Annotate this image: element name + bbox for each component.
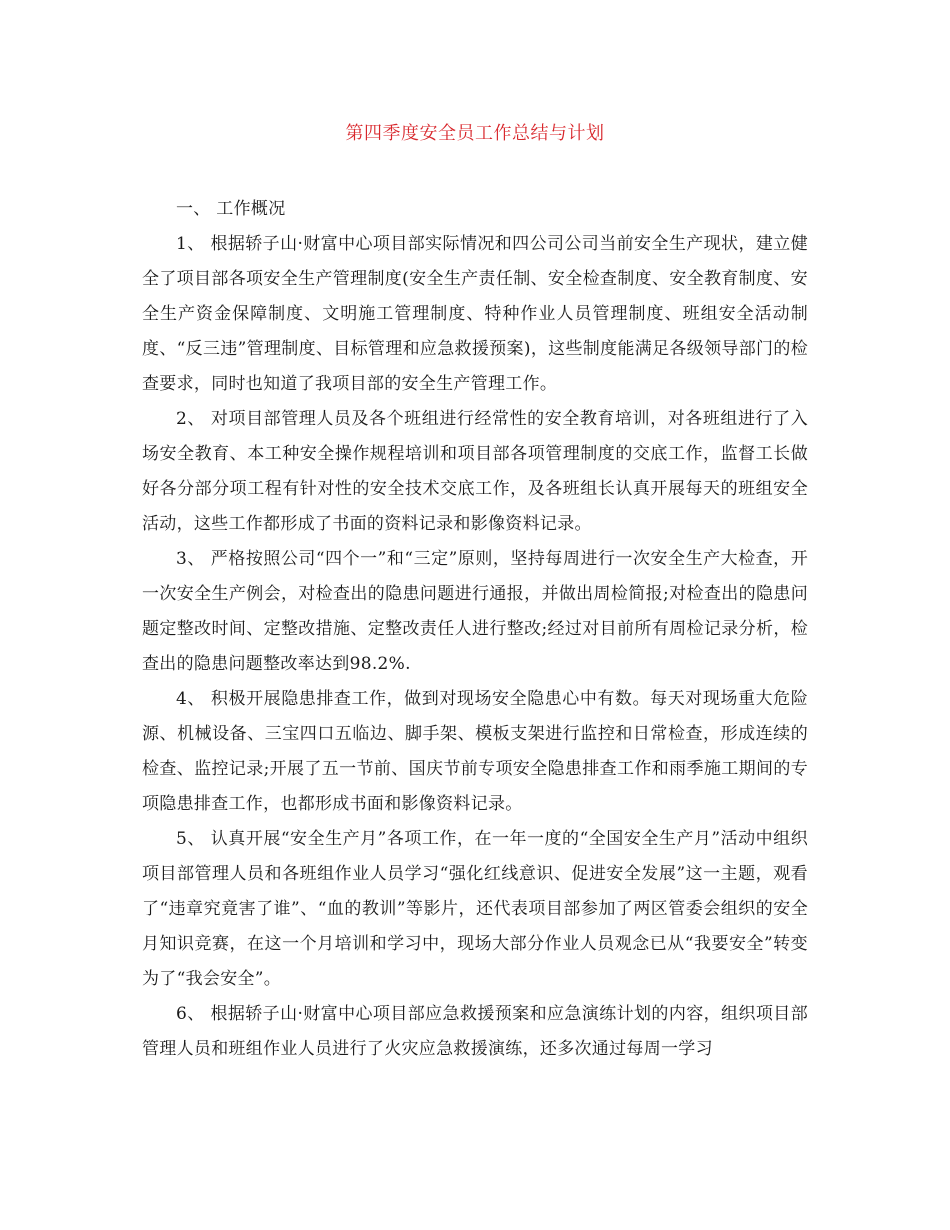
document-body (142, 192, 808, 1067)
paragraph-3: 3、 严格按照公司“四个一”和“三定”原则，坚持每周进行一次安全生产大检查，开一次安全生产例会，对检查出的隐患问题进行通报，并做出周检简报;对检查出的隐患问题定整改时间、定整改措施、定整改责任人进行整改;经过对目前所有周检记录分析，检查出的隐患问题整改率达到98.2%. (142, 549, 808, 674)
paragraph-1: 1、 根据轿子山·财富中心项目部实际情况和四公司公司当前安全生产现状，建立健全了项目部各项安全生产管理制度(安全生产责任制、安全检查制度、安全教育制度、安全生产资金保障制度、文明施工管理制度、特种作业人员管理制度、班组安全活动制度、“反三违”管理制度、目标管理和应急救援预案)，这些制度能满足各级领导部门的检查要求，同时也知道了我项目部的安全生产管理工作。 (142, 234, 808, 394)
document-title: 第四季度安全员工作总结与计划 (345, 123, 605, 144)
paragraph-2: 2、 对项目部管理人员及各个班组进行经常性的安全教育培训，对各班组进行了入场安全教育、本工种安全操作规程培训和项目部各项管理制度的交底工作，监督工长做好各分部分项工程有针对性的安全技术交底工作，及各班组长认真开展每天的班组安全活动，这些工作都形成了书面的资料记录和影像资料记录。 (142, 409, 808, 534)
paragraph-5: 5、 认真开展“安全生产月”各项工作，在一年一度的“全国安全生产月”活动中组织项目部管理人员和各班组作业人员学习“强化红线意识、促进安全发展”这一主题，观看了“违章究竟害了谁”、“血的教训”等影片，还代表项目部参加了两区管委会组织的安全月知识竞赛，在这一个月培训和学习中，现场大部分作业人员观念已从“我要安全”转变为了“我会安全”。 (142, 829, 808, 989)
section-heading: 一、 工作概况 (176, 199, 286, 219)
paragraph-4: 4、 积极开展隐患排查工作，做到对现场安全隐患心中有数。每天对现场重大危险源、机械设备、三宝四口五临边、脚手架、模板支架进行监控和日常检查，形成连续的检查、监控记录;开展了五一节前、国庆节前专项安全隐患排查工作和雨季施工期间的专项隐患排查工作，也都形成书面和影像资料记录。 (142, 689, 808, 814)
paragraph-6: 6、 根据轿子山·财富中心项目部应急救援预案和应急演练计划的内容，组织项目部管理人员和班组作业人员进行了火灾应急救援演练，还多次通过每周一学习 (142, 1004, 808, 1059)
